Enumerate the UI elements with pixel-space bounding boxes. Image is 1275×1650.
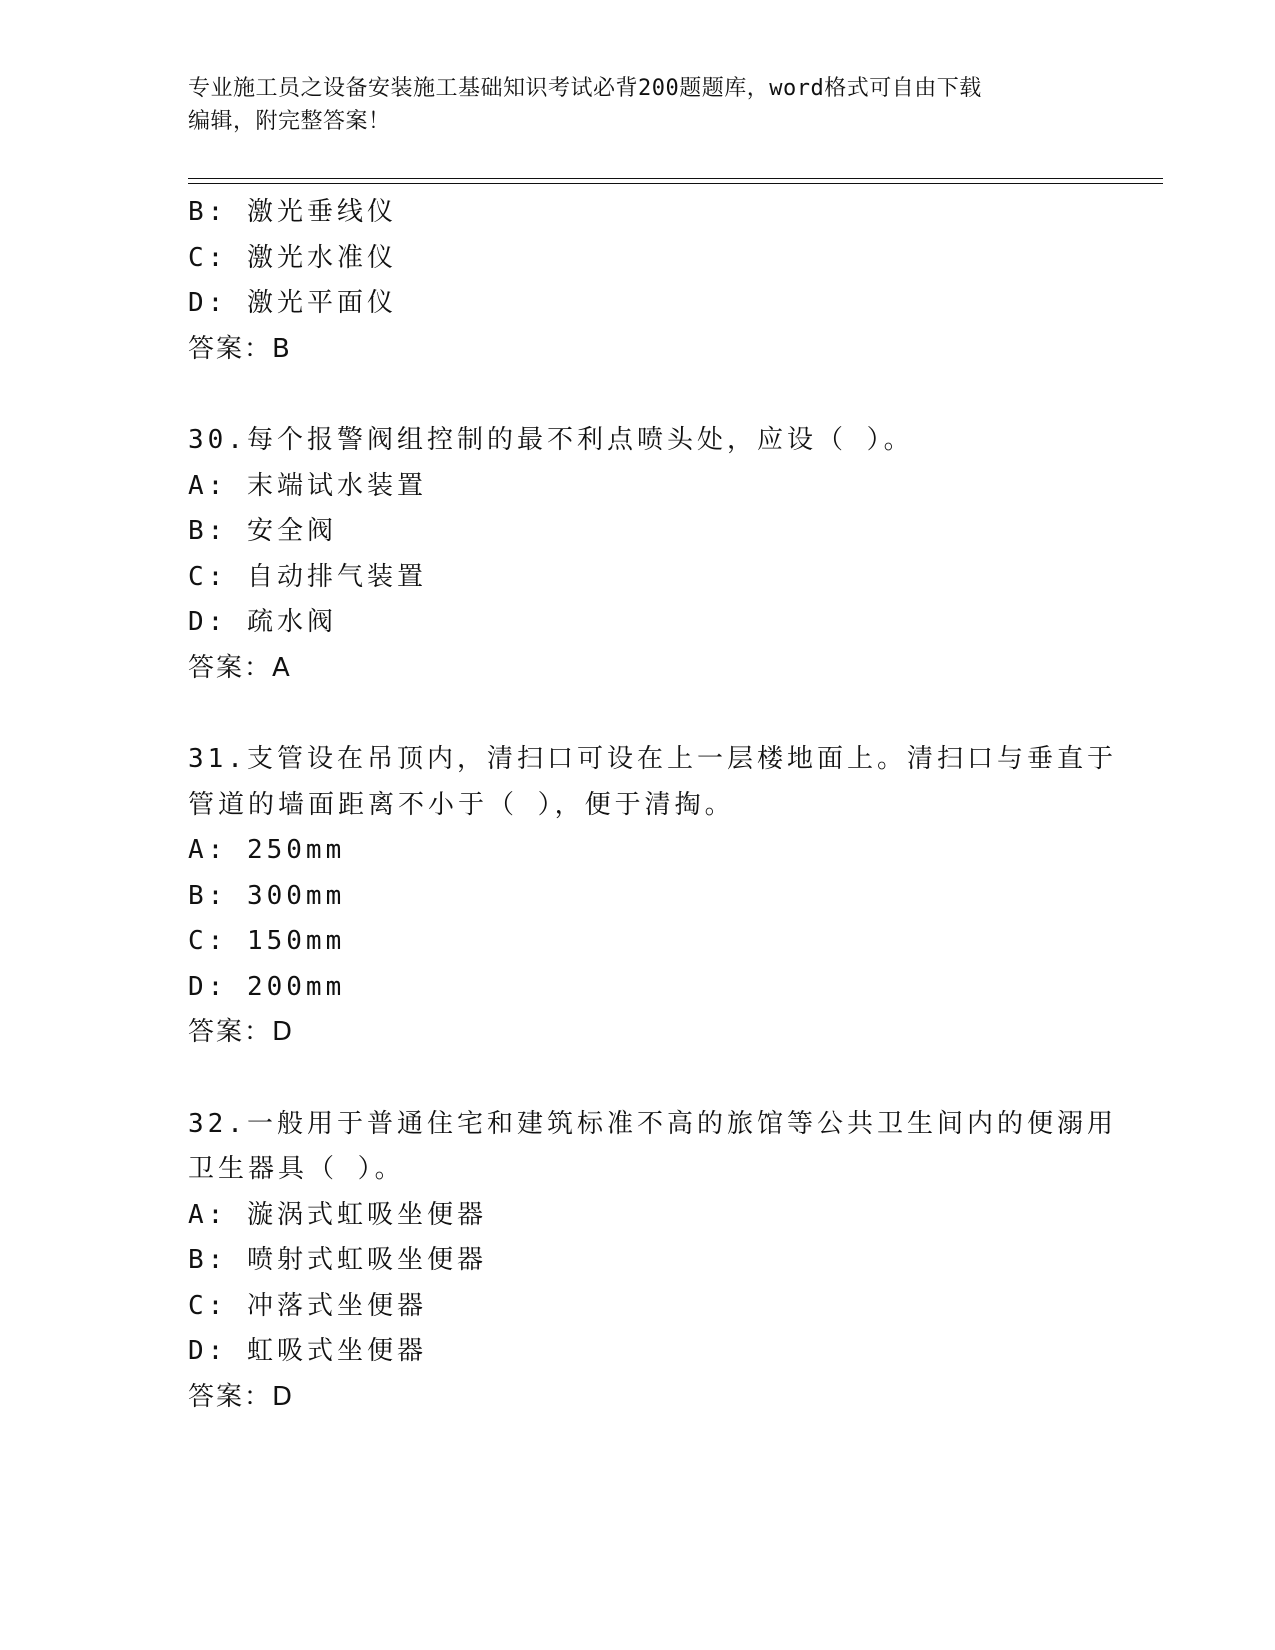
option-a: A: 末端试水装置 bbox=[188, 470, 427, 501]
option-b: B: 喷射式虹吸坐便器 bbox=[188, 1245, 487, 1275]
question-text: 31.支管设在吊顶内，清扫口可设在上一层楼地面上。清扫口与垂直于 bbox=[188, 744, 1117, 774]
option-b: B: 300mm bbox=[188, 880, 346, 911]
question-block bbox=[188, 190, 1088, 372]
answer-line: 答案：B bbox=[188, 333, 292, 364]
question-block bbox=[188, 1102, 1117, 1421]
question-text: 卫生器具（ ）。 bbox=[188, 1154, 405, 1184]
question-block bbox=[188, 418, 1088, 691]
question-text: 30.每个报警阀组控制的最不利点喷头处，应设（ ）。 bbox=[188, 425, 914, 455]
option-c: C: 自动排气装置 bbox=[188, 561, 427, 592]
header-title-line-1: 专业施工员之设备安装施工基础知识考试必背200题题库，word格式可自由下载 bbox=[188, 76, 982, 101]
option-d: D: 疏水阀 bbox=[188, 607, 337, 637]
question-list bbox=[188, 190, 1117, 1420]
answer-line: 答案：D bbox=[188, 1381, 295, 1412]
header-title-line-2: 编辑，附完整答案！ bbox=[188, 109, 391, 134]
question-block bbox=[188, 737, 1117, 1056]
page-header bbox=[188, 72, 1068, 138]
answer-line: 答案：A bbox=[188, 652, 292, 683]
question-text: 管道的墙面距离不小于（ ），便于清掏。 bbox=[188, 789, 735, 820]
option-d: D: 激光平面仪 bbox=[188, 288, 397, 318]
option-c: C: 150mm bbox=[188, 926, 346, 956]
option-b: B: 激光垂线仪 bbox=[188, 197, 397, 227]
option-a: A: 250mm bbox=[188, 835, 346, 865]
answer-line: 答案：D bbox=[188, 1017, 295, 1047]
option-d: D: 200mm bbox=[188, 971, 346, 1002]
option-c: C: 冲落式坐便器 bbox=[188, 1290, 427, 1321]
option-b: B: 安全阀 bbox=[188, 516, 337, 546]
option-c: C: 激光水准仪 bbox=[188, 242, 397, 273]
option-a: A: 漩涡式虹吸坐便器 bbox=[188, 1199, 487, 1230]
option-d: D: 虹吸式坐便器 bbox=[188, 1336, 427, 1366]
header-divider bbox=[188, 178, 1163, 184]
question-text: 32.一般用于普通住宅和建筑标准不高的旅馆等公共卫生间内的便溺用 bbox=[188, 1108, 1117, 1139]
